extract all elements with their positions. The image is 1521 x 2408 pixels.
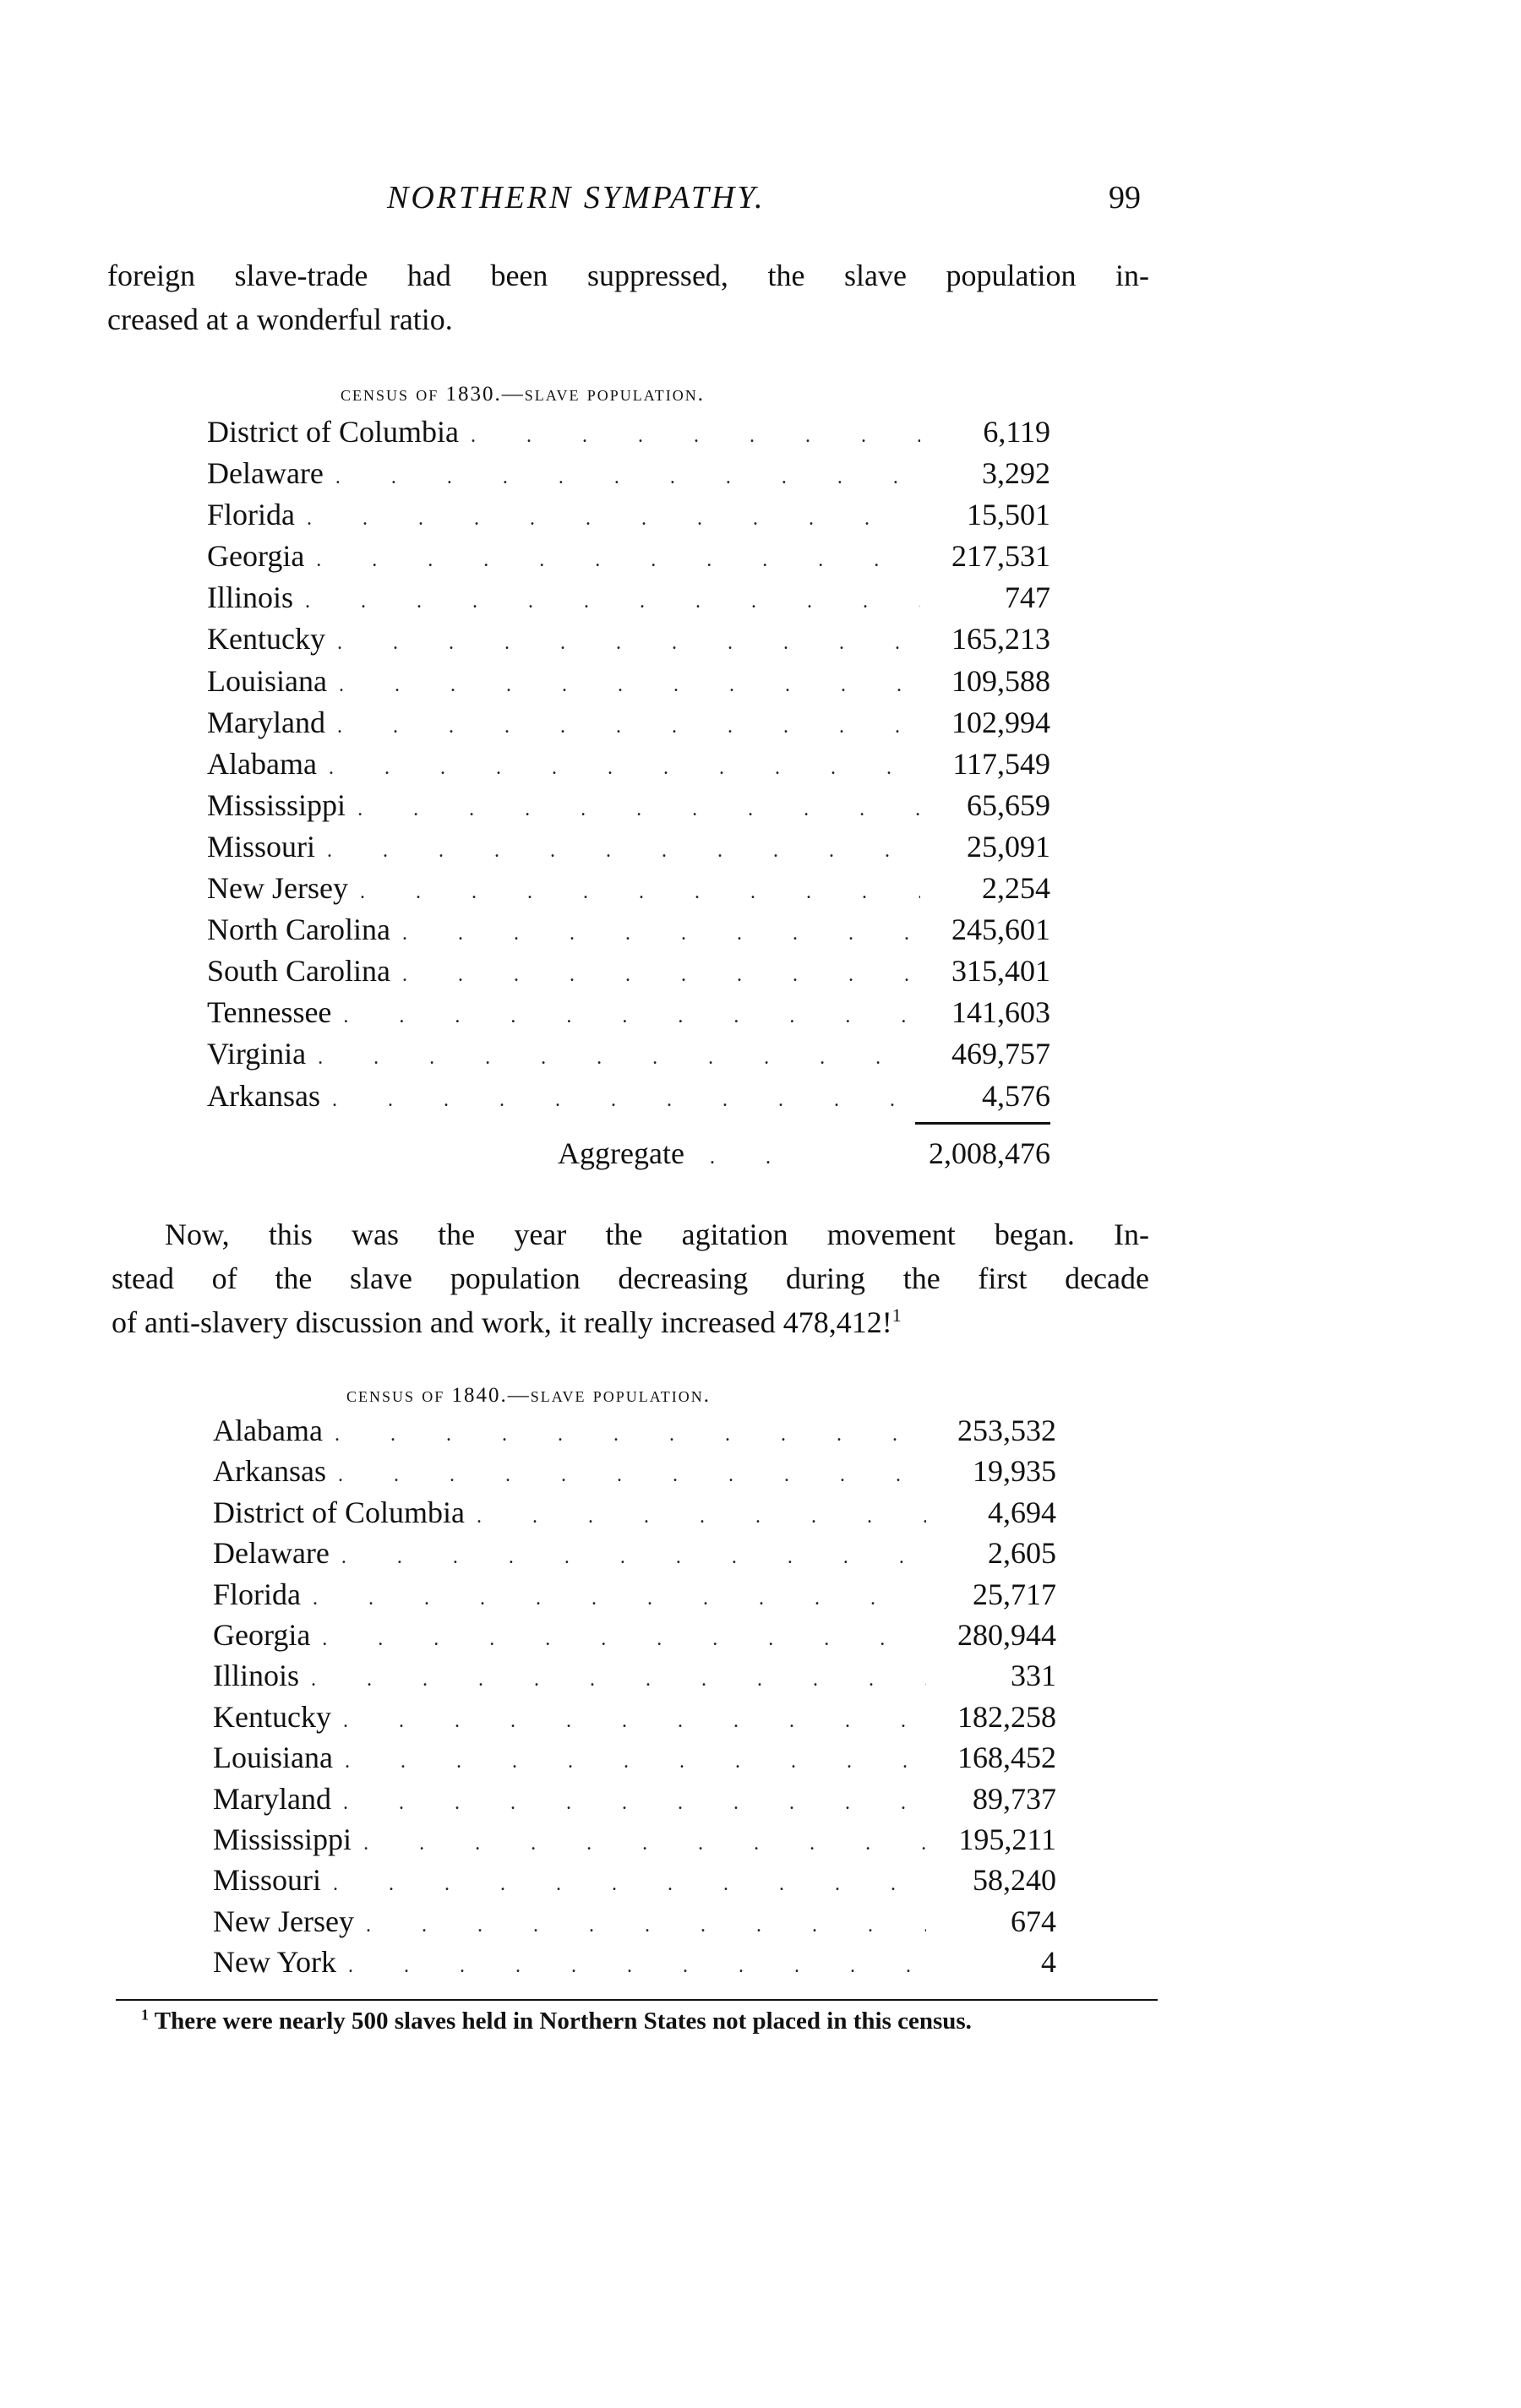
state-name: Florida	[213, 1577, 301, 1611]
dot-leader	[322, 1617, 926, 1653]
paragraph-1	[107, 253, 1149, 341]
state-name: Louisiana	[207, 663, 327, 698]
population-value: 253,532	[957, 1414, 1056, 1447]
population-value: 4,576	[982, 1078, 1050, 1113]
dot-leader	[360, 870, 920, 906]
population-value: 65,659	[967, 787, 1050, 822]
table-row	[207, 746, 1050, 787]
dot-leader	[363, 1822, 926, 1857]
dot-leader	[348, 1944, 926, 1980]
table-row	[213, 1740, 1056, 1780]
state-name: Illinois	[213, 1659, 300, 1693]
table-row	[207, 497, 1050, 538]
dot-leader	[327, 829, 920, 864]
dot-leader	[343, 994, 920, 1030]
table-row	[213, 1658, 1056, 1698]
table-row	[207, 953, 1050, 994]
population-value: 182,258	[957, 1699, 1056, 1734]
state-name: New Jersey	[207, 871, 348, 906]
dot-leader	[477, 1495, 926, 1530]
dot-leader	[402, 953, 920, 989]
state-name: Mississippi	[207, 787, 346, 822]
table-row	[207, 912, 1050, 953]
state-name: Louisiana	[213, 1741, 333, 1775]
table-row	[207, 787, 1050, 829]
dot-leader	[316, 538, 920, 574]
table-row	[207, 994, 1050, 1036]
paragraph-line: stead of the slave population decreasing during the first decade	[112, 1261, 1149, 1295]
state-name: New Jersey	[213, 1904, 354, 1938]
table-row	[207, 870, 1050, 912]
paragraph-2	[112, 1212, 1149, 1344]
state-name: Arkansas	[207, 1078, 320, 1113]
population-value: 89,737	[973, 1781, 1056, 1816]
state-name: Delaware	[213, 1536, 330, 1571]
paragraph-line: Now, this was the year the agitation movement began. In-	[165, 1218, 1149, 1251]
census-1830-table	[207, 414, 1050, 1120]
sum-rule	[915, 1122, 1050, 1125]
population-value: 6,119	[983, 415, 1050, 449]
population-value: 165,213	[951, 622, 1050, 656]
state-name: Alabama	[207, 746, 317, 781]
table-row	[207, 1036, 1050, 1077]
table-row	[207, 663, 1050, 705]
state-name: Tennessee	[207, 995, 332, 1030]
table-row	[213, 1577, 1056, 1617]
population-value: 4	[1041, 1945, 1056, 1980]
dot-leader	[366, 1904, 926, 1939]
paragraph-line: foreign slave-trade had been suppressed, the slave population in-	[107, 259, 1149, 292]
state-name: Georgia	[213, 1617, 311, 1652]
footnote-ref[interactable]: 1	[891, 1305, 902, 1326]
dot-leader	[332, 1078, 920, 1114]
state-name: Kentucky	[213, 1699, 331, 1734]
table-row	[213, 1495, 1056, 1535]
dot-leader	[329, 746, 920, 782]
table-row	[207, 580, 1050, 621]
dot-leader	[357, 787, 920, 823]
state-name: Arkansas	[213, 1454, 326, 1489]
paragraph-line: creased at a wonderful ratio.	[107, 302, 453, 336]
population-value: 117,549	[952, 746, 1050, 781]
table-row	[213, 1904, 1056, 1944]
dot-leader	[305, 580, 920, 615]
footnote-marker: 1	[141, 2006, 149, 2024]
state-name: North Carolina	[207, 913, 390, 947]
population-value: 469,757	[951, 1037, 1050, 1071]
dot-leader	[710, 1136, 903, 1171]
dot-leader	[341, 1535, 926, 1571]
table-row	[213, 1413, 1056, 1453]
table-row	[213, 1699, 1056, 1740]
table-row	[213, 1822, 1056, 1862]
table-row	[213, 1781, 1056, 1822]
dot-leader	[338, 1453, 926, 1489]
population-value: 2,254	[982, 871, 1050, 906]
population-value: 58,240	[973, 1863, 1056, 1898]
state-name: District of Columbia	[207, 415, 459, 449]
table-row	[213, 1535, 1056, 1576]
dot-leader	[313, 1577, 926, 1612]
dot-leader	[333, 1862, 926, 1898]
table-row	[207, 455, 1050, 497]
state-name: Kentucky	[207, 622, 325, 656]
aggregate-value: 2,008,476	[929, 1136, 1050, 1170]
dot-leader	[318, 1036, 920, 1071]
population-value: 25,717	[973, 1577, 1056, 1611]
dot-leader	[343, 1699, 926, 1735]
population-value: 102,994	[951, 705, 1050, 739]
dot-leader	[335, 1413, 926, 1448]
state-name: Georgia	[207, 539, 305, 574]
state-name: Mississippi	[213, 1822, 352, 1856]
census-1840-table	[213, 1413, 1056, 1985]
state-name: Missouri	[207, 829, 316, 864]
population-value: 19,935	[973, 1454, 1056, 1489]
population-value: 3,292	[982, 456, 1050, 491]
dot-leader	[337, 621, 920, 656]
dot-leader	[337, 705, 920, 740]
footnote	[141, 2008, 972, 2035]
state-name: Maryland	[213, 1781, 331, 1816]
state-name: Virginia	[207, 1037, 307, 1071]
state-name: Maryland	[207, 705, 325, 739]
footnote-rule	[116, 1999, 1158, 2001]
dot-leader	[345, 1740, 926, 1775]
population-value: 315,401	[951, 954, 1050, 989]
state-name: Florida	[207, 498, 295, 532]
population-value: 245,601	[951, 913, 1050, 947]
table-row	[207, 621, 1050, 662]
dot-leader	[343, 1781, 926, 1817]
census-1830-heading: census of 1830.—slave population.	[341, 383, 705, 406]
running-head: NORTHERN SYMPATHY.	[387, 180, 766, 215]
dot-leader	[471, 414, 920, 449]
population-value: 217,531	[951, 539, 1050, 574]
state-name: Delaware	[207, 456, 324, 491]
population-value: 168,452	[957, 1741, 1056, 1775]
dot-leader	[339, 663, 920, 699]
census-1840-heading: census of 1840.—slave population.	[346, 1384, 711, 1407]
state-name: South Carolina	[207, 954, 390, 989]
table-row	[213, 1617, 1056, 1658]
table-row	[213, 1862, 1056, 1903]
population-value: 141,603	[951, 995, 1050, 1030]
table-row	[207, 1078, 1050, 1120]
paragraph-line-text: of anti-slavery discussion and work, it really increased 478,412!	[112, 1305, 892, 1339]
table-row	[213, 1453, 1056, 1494]
aggregate-row	[558, 1136, 1050, 1171]
dot-leader	[335, 455, 920, 491]
state-name: District of Columbia	[213, 1495, 465, 1529]
population-value: 4,694	[988, 1495, 1056, 1529]
population-value: 15,501	[967, 498, 1050, 532]
table-row	[207, 414, 1050, 455]
state-name: Missouri	[213, 1863, 322, 1898]
state-name: Alabama	[213, 1414, 323, 1447]
aggregate-label: Aggregate	[558, 1136, 684, 1170]
population-value: 674	[1011, 1904, 1056, 1938]
dot-leader	[402, 912, 920, 947]
page-number: 99	[1109, 180, 1141, 215]
table-row	[207, 538, 1050, 580]
state-name: New York	[213, 1945, 337, 1980]
table-row	[207, 705, 1050, 746]
population-value: 747	[1005, 580, 1050, 615]
population-value: 195,211	[958, 1822, 1056, 1856]
paragraph-line-last	[112, 1300, 1149, 1344]
population-value: 109,588	[951, 663, 1050, 698]
population-value: 2,605	[988, 1536, 1056, 1571]
state-name: Illinois	[207, 580, 294, 615]
population-value: 25,091	[967, 829, 1050, 864]
dot-leader	[311, 1658, 926, 1693]
population-value: 331	[1011, 1659, 1056, 1693]
footnote-text: There were nearly 500 slaves held in Northern States not placed in this census.	[154, 2008, 972, 2035]
table-row	[213, 1944, 1056, 1985]
table-row	[207, 829, 1050, 870]
dot-leader	[307, 497, 920, 532]
population-value: 280,944	[957, 1617, 1056, 1652]
